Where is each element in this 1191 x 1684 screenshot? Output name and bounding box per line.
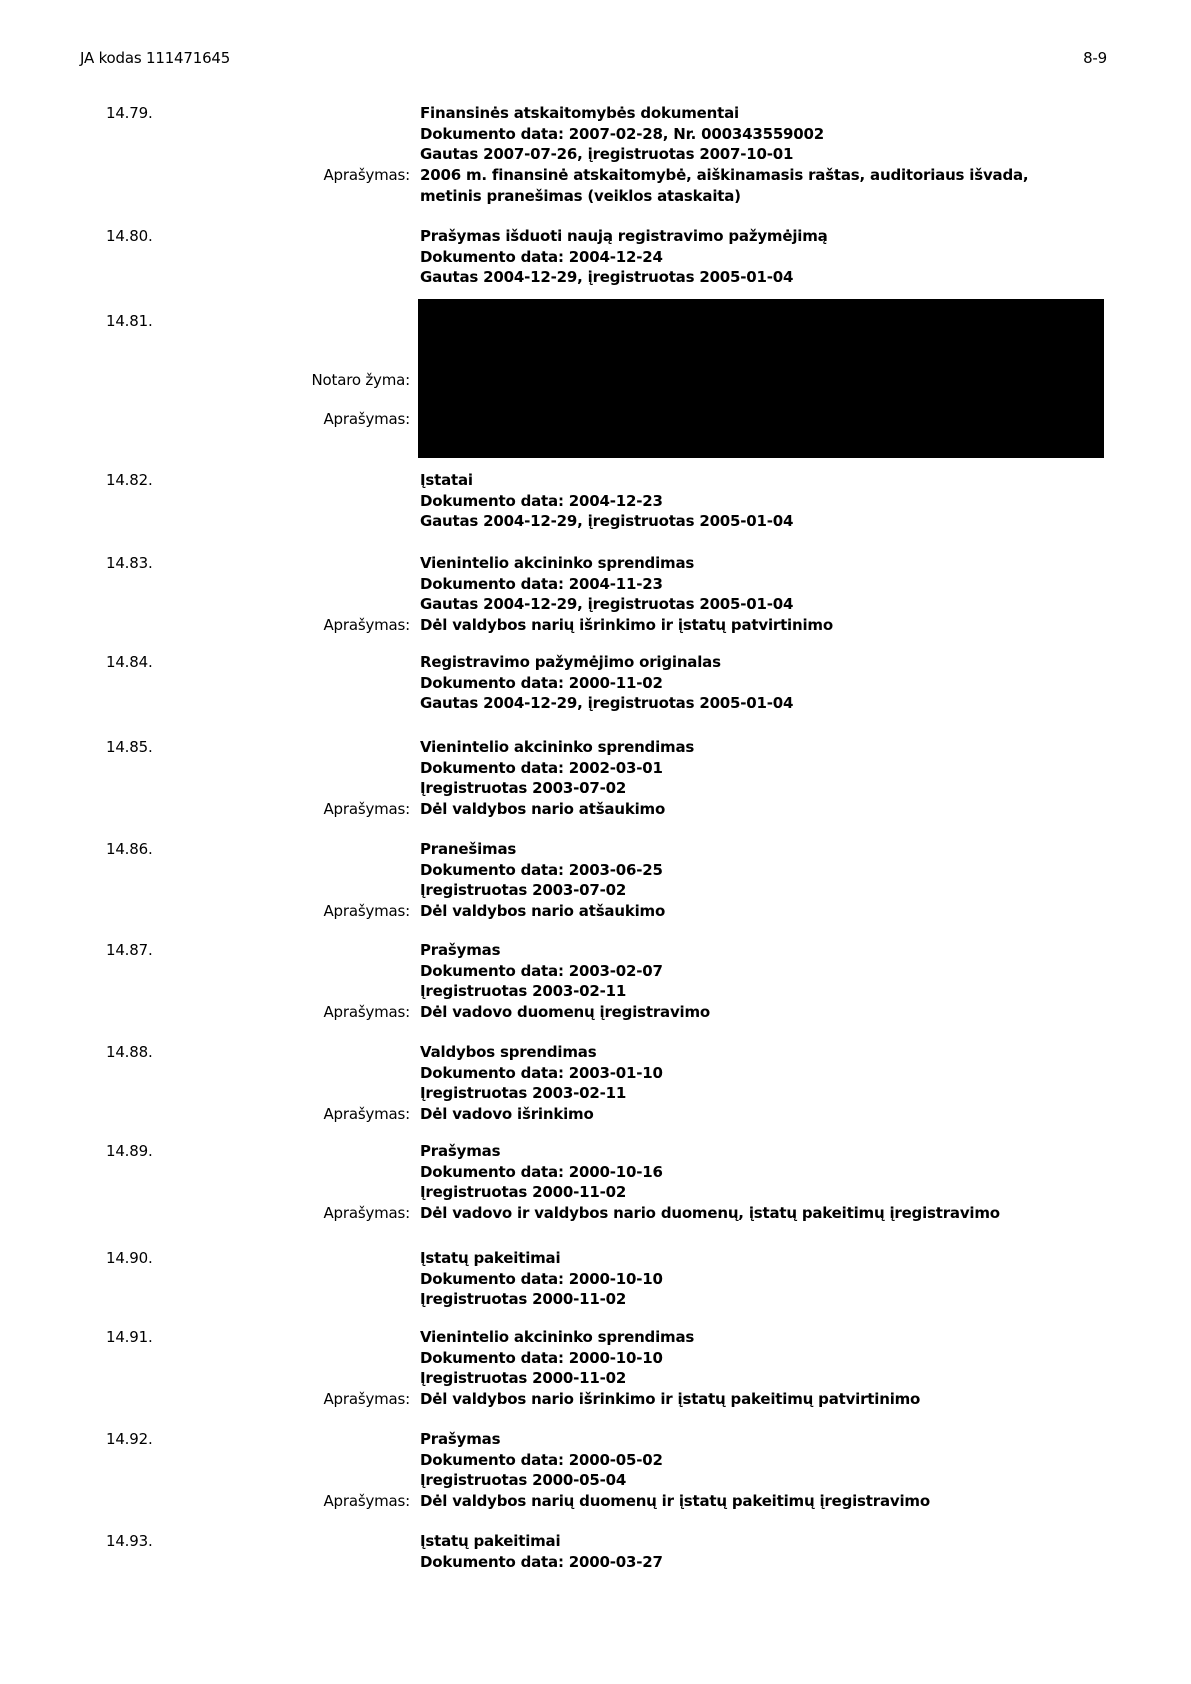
- field-value: Dokumento data: 2000-10-10: [420, 1269, 663, 1288]
- document-line: [0, 267, 1191, 288]
- entry-number: 14.89.: [106, 1142, 153, 1160]
- entry-14-82: [0, 470, 1191, 532]
- field-value: Įregistruotas 2003-02-11: [420, 1084, 627, 1103]
- page-number: 8-9: [1083, 49, 1107, 67]
- field-value: Dėl valdybos nario atšaukimo: [420, 902, 666, 921]
- document-line: [0, 1491, 1191, 1512]
- document-line: [0, 758, 1191, 779]
- field-value: Gautas 2004-12-29, įregistruotas 2005-01-04: [420, 694, 794, 713]
- entry-14-84: [0, 652, 1191, 714]
- document-line: [0, 1248, 1191, 1269]
- field-value: Dėl vadovo išrinkimo: [420, 1105, 594, 1124]
- document-line: [0, 165, 1191, 186]
- field-value: Įregistruotas 2000-11-02: [420, 1369, 627, 1388]
- document-line: [0, 1368, 1191, 1389]
- field-label: Aprašymas:: [323, 616, 410, 635]
- entry-14-92: [0, 1429, 1191, 1512]
- field-value: 2006 m. finansinė atskaitomybė, aiškinamasis raštas, auditoriaus išvada,: [420, 166, 1029, 185]
- field-label: Aprašymas:: [323, 1390, 410, 1409]
- document-line: [0, 124, 1191, 145]
- field-value: Dėl vadovo ir valdybos nario duomenų, įstatų pakeitimų įregistravimo: [420, 1204, 1000, 1223]
- document-line: [0, 880, 1191, 901]
- entry-number: 14.81.: [106, 312, 153, 330]
- entry-number: 14.85.: [106, 738, 153, 756]
- document-line: [0, 860, 1191, 881]
- field-value: Įregistruotas 2000-11-02: [420, 1290, 627, 1309]
- entry-number: 14.80.: [106, 227, 153, 245]
- entry-14-83: [0, 553, 1191, 636]
- field-value: Dėl vadovo duomenų įregistravimo: [420, 1003, 711, 1022]
- document-line: [0, 1182, 1191, 1203]
- field-value: Gautas 2004-12-29, įregistruotas 2005-01-04: [420, 595, 794, 614]
- document-line: [0, 778, 1191, 799]
- entry-14-85: [0, 737, 1191, 820]
- entry-number: 14.79.: [106, 104, 153, 122]
- document-line: [0, 1063, 1191, 1084]
- document-line: [0, 981, 1191, 1002]
- document-line: [0, 1348, 1191, 1369]
- document-line: [0, 1269, 1191, 1290]
- document-line: [0, 693, 1191, 714]
- field-value: Įregistruotas 2003-02-11: [420, 982, 627, 1001]
- entry-14-91: [0, 1327, 1191, 1410]
- field-label: Aprašymas:: [323, 1492, 410, 1511]
- document-line: [0, 901, 1191, 922]
- entry-14-90: [0, 1248, 1191, 1310]
- document-line: [0, 940, 1191, 961]
- document-line: [0, 511, 1191, 532]
- field-value: Dokumento data: 2004-12-24: [420, 247, 663, 266]
- field-label: Aprašymas:: [323, 1003, 410, 1022]
- entry-14-88: [0, 1042, 1191, 1125]
- document-line: [0, 737, 1191, 758]
- entry-number: 14.90.: [106, 1249, 153, 1267]
- document-line: [0, 673, 1191, 694]
- field-value: Įstatai: [420, 471, 473, 489]
- field-label: Aprašymas:: [323, 1204, 410, 1223]
- document-line: [0, 961, 1191, 982]
- entry-14-93: [0, 1531, 1191, 1572]
- entry-number: 14.87.: [106, 941, 153, 959]
- field-value: Dokumento data: 2000-03-27: [420, 1552, 663, 1571]
- document-line: [0, 247, 1191, 268]
- field-value: Prašymas: [420, 1430, 501, 1448]
- field-value: Dokumento data: 2000-10-10: [420, 1348, 663, 1367]
- document-line: [0, 1083, 1191, 1104]
- document-line: [0, 799, 1191, 820]
- entry-number: 14.88.: [106, 1043, 153, 1061]
- field-value: Dokumento data: 2007-02-28, Nr. 000343559002: [420, 124, 825, 143]
- document-line: [0, 1327, 1191, 1348]
- field-value: Vienintelio akcininko sprendimas: [420, 738, 695, 756]
- field-value: Dėl valdybos narių duomenų ir įstatų pakeitimų įregistravimo: [420, 1492, 930, 1511]
- field-value: Įregistruotas 2000-11-02: [420, 1183, 627, 1202]
- field-label: Aprašymas:: [323, 902, 410, 921]
- entry-number: 14.84.: [106, 653, 153, 671]
- document-line: [0, 1104, 1191, 1125]
- field-value: Dokumento data: 2000-05-02: [420, 1450, 663, 1469]
- field-value: Įregistruotas 2000-05-04: [420, 1471, 627, 1490]
- entry-number: 14.86.: [106, 840, 153, 858]
- document-line: [0, 615, 1191, 636]
- entry-14-79: [0, 103, 1191, 207]
- field-value: Įstatų pakeitimai: [420, 1532, 561, 1550]
- field-value: Dokumento data: 2004-11-23: [420, 574, 663, 593]
- document-line: [0, 1203, 1191, 1224]
- field-value: Dokumento data: 2003-01-10: [420, 1063, 663, 1082]
- field-label: Aprašymas:: [323, 166, 410, 185]
- document-line: [0, 574, 1191, 595]
- document-line: [0, 1289, 1191, 1310]
- redaction-block: [418, 299, 1104, 458]
- field-value: Prašymas: [420, 1142, 501, 1160]
- field-value: Dėl valdybos nario išrinkimo ir įstatų pakeitimų patvirtinimo: [420, 1390, 921, 1409]
- field-value: Valdybos sprendimas: [420, 1043, 597, 1061]
- field-label: Aprašymas:: [323, 410, 410, 428]
- page-header-company-code: JA kodas 111471645: [80, 49, 231, 67]
- document-line: [0, 103, 1191, 124]
- entry-number: 14.83.: [106, 554, 153, 572]
- field-value: Dokumento data: 2004-12-23: [420, 491, 663, 510]
- field-value: Prašymas išduoti naują registravimo pažymėjimą: [420, 227, 828, 245]
- field-value: Pranešimas: [420, 840, 517, 858]
- field-value: Gautas 2004-12-29, įregistruotas 2005-01-04: [420, 268, 794, 287]
- field-label: Notaro žyma:: [311, 371, 410, 389]
- field-value: Prašymas: [420, 941, 501, 959]
- field-value: Dokumento data: 2000-10-16: [420, 1162, 663, 1181]
- document-line: [0, 226, 1191, 247]
- document-line: [0, 839, 1191, 860]
- document-line: [0, 1552, 1191, 1573]
- entry-number: 14.93.: [106, 1532, 153, 1550]
- field-label: Aprašymas:: [323, 1105, 410, 1124]
- document-line: [0, 1450, 1191, 1471]
- field-value: Gautas 2007-07-26, įregistruotas 2007-10-01: [420, 145, 794, 164]
- document-line: [0, 553, 1191, 574]
- document-line: [0, 1042, 1191, 1063]
- document-line: [0, 186, 1191, 207]
- field-value: metinis pranešimas (veiklos ataskaita): [420, 186, 741, 205]
- entry-number: 14.92.: [106, 1430, 153, 1448]
- document-line: [0, 1141, 1191, 1162]
- field-value: Įstatų pakeitimai: [420, 1249, 561, 1267]
- entry-14-87: [0, 940, 1191, 1023]
- field-value: Registravimo pažymėjimo originalas: [420, 653, 721, 671]
- field-value: Dokumento data: 2000-11-02: [420, 673, 663, 692]
- entry-14-81: [0, 299, 1191, 458]
- document-line: [0, 1162, 1191, 1183]
- document-line: [0, 144, 1191, 165]
- document-line: [0, 652, 1191, 673]
- field-value: Dokumento data: 2003-06-25: [420, 860, 663, 879]
- field-value: Gautas 2004-12-29, įregistruotas 2005-01-04: [420, 512, 794, 531]
- field-label: Aprašymas:: [323, 800, 410, 819]
- field-value: Dokumento data: 2002-03-01: [420, 758, 663, 777]
- document-line: [0, 1531, 1191, 1552]
- document-line: [0, 1429, 1191, 1450]
- document-line: [0, 1470, 1191, 1491]
- document-line: [0, 470, 1191, 491]
- document-line: [0, 491, 1191, 512]
- entry-14-89: [0, 1141, 1191, 1224]
- field-value: Įregistruotas 2003-07-02: [420, 881, 627, 900]
- field-value: Dokumento data: 2003-02-07: [420, 961, 663, 980]
- field-value: Vienintelio akcininko sprendimas: [420, 1328, 695, 1346]
- entry-14-80: [0, 226, 1191, 288]
- entry-number: 14.82.: [106, 471, 153, 489]
- document-line: [0, 1002, 1191, 1023]
- field-value: Vienintelio akcininko sprendimas: [420, 554, 695, 572]
- field-value: Dėl valdybos nario atšaukimo: [420, 800, 666, 819]
- document-line: [0, 1389, 1191, 1410]
- field-value: Dėl valdybos narių išrinkimo ir įstatų patvirtinimo: [420, 616, 833, 635]
- field-value: Įregistruotas 2003-07-02: [420, 779, 627, 798]
- entry-number: 14.91.: [106, 1328, 153, 1346]
- entry-14-86: [0, 839, 1191, 922]
- document-line: [0, 594, 1191, 615]
- field-value: Finansinės atskaitomybės dokumentai: [420, 104, 739, 122]
